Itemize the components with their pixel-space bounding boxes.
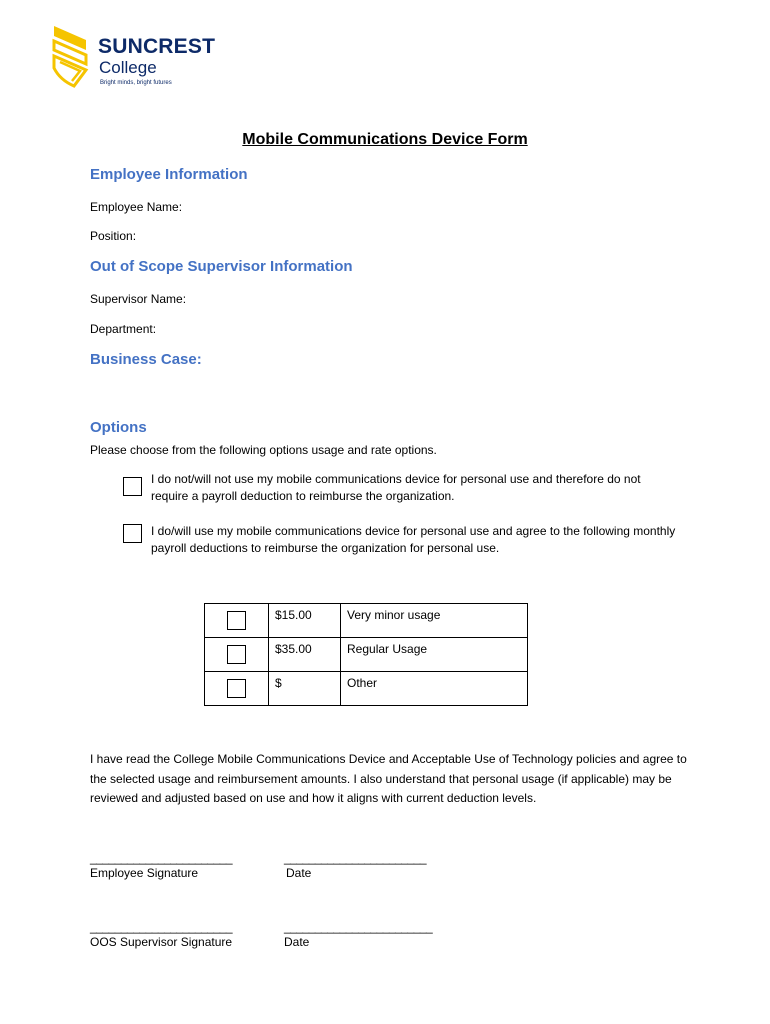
business-case-heading: Business Case: xyxy=(90,351,202,368)
rate-description: Other xyxy=(341,672,528,706)
employee-name-label: Employee Name: xyxy=(90,200,183,214)
employee-date-label: Date xyxy=(286,866,312,880)
oos-date-label: Date xyxy=(284,935,310,949)
college-logo xyxy=(50,24,216,94)
rates-table xyxy=(204,603,528,706)
options-intro: Please choose from the following options usage and rate options. xyxy=(90,443,437,457)
employee-date-line[interactable]: _______________________ xyxy=(284,851,426,865)
oos-signature-line[interactable]: _______________________ xyxy=(90,920,232,934)
rate-description: Regular Usage xyxy=(341,638,528,672)
oos-signature-label: OOS Supervisor Signature xyxy=(90,935,233,949)
option-personal-use-checkbox[interactable] xyxy=(123,524,142,543)
supervisor-info-heading: Out of Scope Supervisor Information xyxy=(90,258,353,275)
rate-amount: $35.00 xyxy=(269,638,341,672)
employee-signature-line[interactable]: _______________________ xyxy=(90,851,232,865)
logo-name: SUNCREST xyxy=(98,35,216,58)
option-no-personal-use-checkbox[interactable] xyxy=(123,477,142,496)
rate-amount: $ xyxy=(269,672,341,706)
rate-description: Very minor usage xyxy=(341,604,528,638)
department-label: Department: xyxy=(90,322,157,336)
form-title: Mobile Communications Device Form xyxy=(242,131,528,148)
employee-signature-label: Employee Signature xyxy=(90,866,199,880)
logo-subtitle: College xyxy=(99,58,157,77)
rate-other-checkbox[interactable] xyxy=(227,679,246,698)
rate-15-checkbox[interactable] xyxy=(227,611,246,630)
table-row xyxy=(205,672,528,706)
supervisor-name-label: Supervisor Name: xyxy=(90,292,187,306)
rate-amount: $15.00 xyxy=(269,604,341,638)
rate-35-checkbox[interactable] xyxy=(227,645,246,664)
options-heading: Options xyxy=(90,419,147,436)
position-label: Position: xyxy=(90,229,137,243)
acknowledgement-text: I have read the College Mobile Communications Device and Acceptable Use of Technology policies and agree to the selected usage and reimbursement amounts. I also understand that personal usage (if applicable) may be reviewed and adjusted based on use and how it aligns with current deduction levels. xyxy=(90,752,687,805)
table-row xyxy=(205,604,528,638)
option-no-personal-use-text: I do not/will not use my mobile communications device for personal use and therefore do not require a payroll deduction to reimburse the organization. xyxy=(151,472,641,503)
logo-tagline: Bright minds, bright futures xyxy=(100,80,172,86)
suncrest-logo-icon xyxy=(50,24,96,90)
table-row xyxy=(205,638,528,672)
option-personal-use-text: I do/will use my mobile communications device for personal use and agree to the following monthly payroll deductions to reimburse the organization for personal use. xyxy=(151,524,676,555)
oos-date-line[interactable]: ________________________ xyxy=(284,920,433,934)
employee-info-heading: Employee Information xyxy=(90,166,248,183)
